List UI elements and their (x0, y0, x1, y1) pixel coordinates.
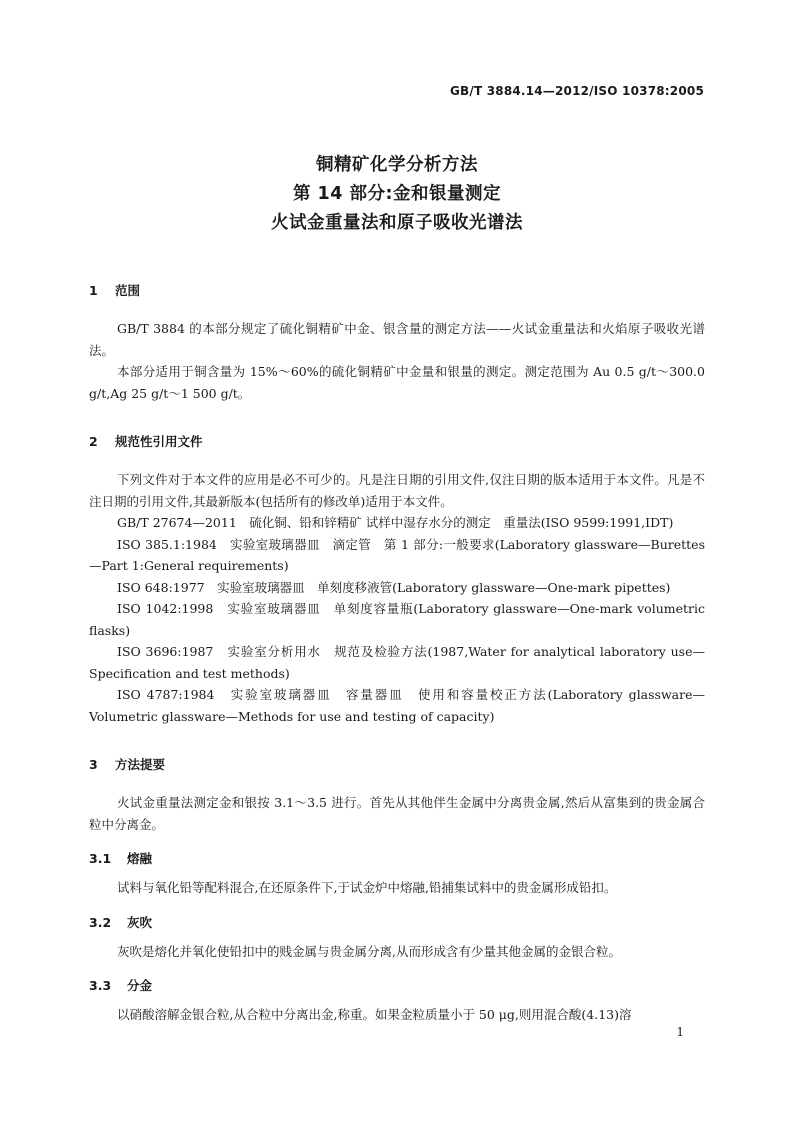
section-3-heading (89, 755, 705, 773)
paragraph: 本部分适用于铜含量为 15%～60%的硫化铜精矿中金量和银量的测定。测定范围为 Au 0.5 g/t～300.0 g/t,Ag 25 g/t～1 500 g/t。 (89, 364, 705, 401)
reference-item: ISO 648:1977 实验室玻璃器皿 单刻度移液管(Laboratory glassware—One-mark pipettes) (117, 579, 671, 595)
section-number: 1 (89, 283, 98, 298)
page-number: 1 (676, 1025, 684, 1039)
reference-item: GB/T 27674—2011 硫化铜、铅和锌精矿 试样中湿存水分的测定 重量法(ISO 9599:1991,IDT) (117, 515, 674, 530)
section-title: 方法提要 (115, 757, 166, 772)
subsection-title: 熔融 (127, 851, 153, 866)
reference-item: ISO 4787:1984 实验室玻璃器皿 容量器皿 使用和容量校正方法(Laboratory glassware—Volumetric glassware—Methods for use and testing of capacity) (89, 687, 705, 724)
subsection-title: 分金 (127, 978, 153, 993)
paragraph: 火试金重量法测定金和银按 3.1～3.5 进行。首先从其他伴生金属中分离贵金属,然后从富集到的贵金属合粒中分离金。 (89, 795, 705, 832)
section-number: 2 (89, 434, 98, 449)
title-line-2: 第 14 部分:金和银量测定 (292, 184, 502, 204)
subsection-3-1-heading (89, 849, 705, 867)
subsection-3-2-heading (89, 913, 705, 931)
title-line-3: 火试金重量法和原子吸收光谱法 (271, 213, 523, 233)
section-1-heading (89, 281, 705, 299)
section-title: 规范性引用文件 (115, 434, 203, 449)
paragraph: 灰吹是熔化并氧化使铅扣中的贱金属与贵金属分离,从而形成含有少量其他金属的金银合粒。 (117, 943, 621, 959)
reference-item: ISO 3696:1987 实验室分析用水 规范及检验方法(1987,Water for analytical laboratory use—Specification and test methods) (89, 644, 705, 681)
section-number: 3 (89, 757, 98, 772)
subsection-title: 灰吹 (127, 914, 153, 930)
document-title (0, 151, 794, 238)
reference-item: ISO 385.1:1984 实验室玻璃器皿 滴定管 第 1 部分:一般要求(Laboratory glassware—Burettes—Part 1:General requirements) (89, 536, 705, 573)
subsection-number: 3.3 (89, 978, 112, 993)
paragraph: 试料与氧化铅等配料混合,在还原条件下,于试金炉中熔融,铅捕集试料中的贵金属形成铅扣。 (117, 880, 617, 895)
document-body (89, 276, 705, 1026)
paragraph: GB/T 3884 的本部分规定了硫化铜精矿中金、银含量的测定方法——火试金重量法和火焰原子吸收光谱法。 (89, 321, 705, 358)
title-line-1: 铜精矿化学分析方法 (316, 155, 478, 175)
paragraph: 下列文件对于本文件的应用是必不可少的。凡是注日期的引用文件,仅注日期的版本适用于本文件。凡是不注日期的引用文件,其最新版本(包括所有的修改单)适用于本文件。 (89, 472, 705, 509)
subsection-3-3-heading (89, 976, 705, 994)
section-title: 范围 (115, 283, 141, 298)
reference-item: ISO 1042:1998 实验室玻璃器皿 单刻度容量瓶(Laboratory glassware—One-mark volumetric flasks) (89, 601, 705, 638)
standard-code: GB/T 3884.14—2012/ISO 10378:2005 (449, 84, 704, 98)
paragraph: 以硝酸溶解金银合粒,从合粒中分离出金,称重。如果金粒质量小于 50 μg,则用混合酸(4.13)溶 (117, 1007, 632, 1022)
subsection-number: 3.2 (89, 914, 112, 930)
section-2-heading (89, 432, 705, 450)
subsection-number: 3.1 (89, 851, 112, 866)
